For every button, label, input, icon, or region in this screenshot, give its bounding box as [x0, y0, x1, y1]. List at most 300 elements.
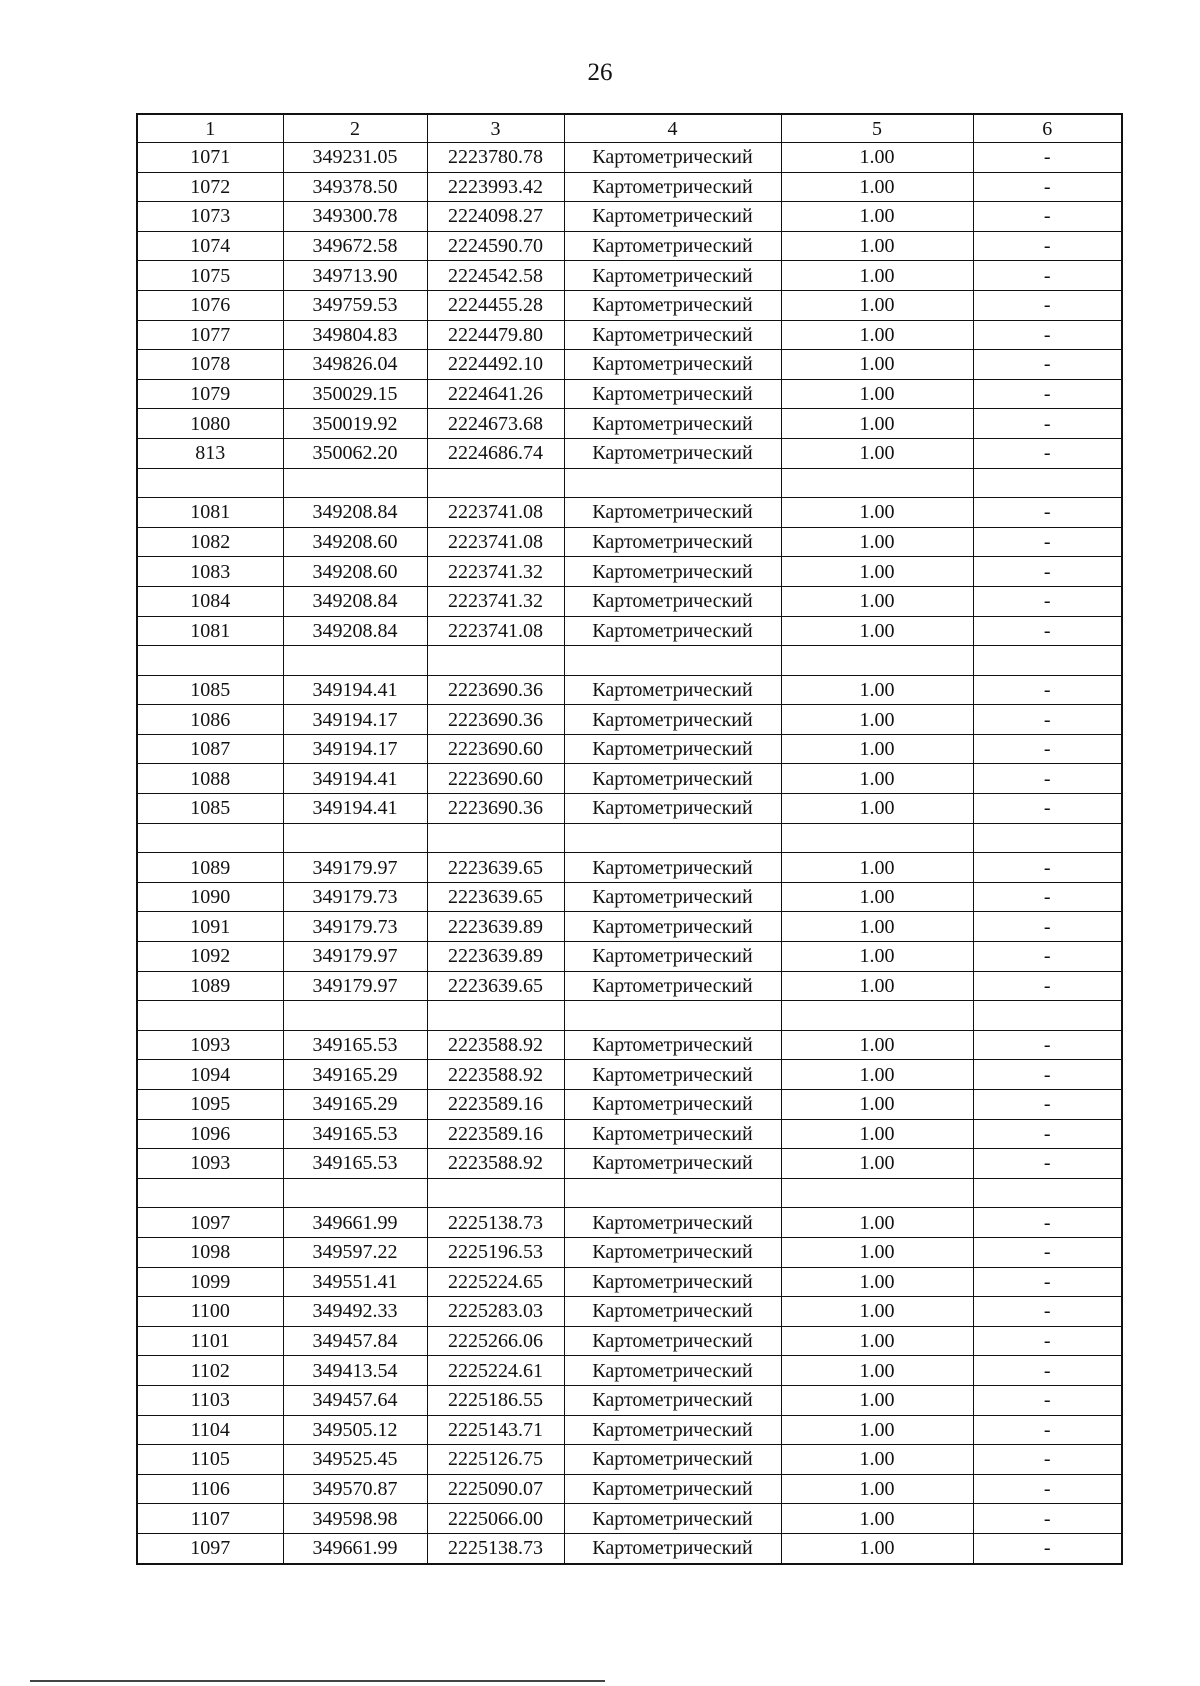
- table-cell: 2225186.55: [427, 1385, 564, 1415]
- column-header: 1: [137, 114, 283, 143]
- table-cell: 2225138.73: [427, 1208, 564, 1238]
- table-cell: -: [973, 971, 1122, 1001]
- table-cell: Картометрический: [564, 143, 781, 173]
- table-cell: Картометрический: [564, 261, 781, 291]
- empty-cell: [283, 823, 427, 853]
- table-cell: 349661.99: [283, 1208, 427, 1238]
- table-cell: 349570.87: [283, 1474, 427, 1504]
- table-row: [137, 498, 1122, 528]
- table-cell: 1.00: [781, 1385, 973, 1415]
- table-row: [137, 1326, 1122, 1356]
- table-row: [137, 1149, 1122, 1179]
- empty-cell: [781, 1001, 973, 1031]
- empty-cell: [781, 468, 973, 498]
- empty-cell: [137, 468, 283, 498]
- table-cell: Картометрический: [564, 231, 781, 261]
- table-cell: 1078: [137, 350, 283, 380]
- table-cell: 2225126.75: [427, 1445, 564, 1475]
- table-row: [137, 853, 1122, 883]
- table-row: [137, 1030, 1122, 1060]
- table-cell: 1.00: [781, 1149, 973, 1179]
- table-row: [137, 231, 1122, 261]
- table-row: [137, 172, 1122, 202]
- table-cell: -: [973, 1208, 1122, 1238]
- table-cell: -: [973, 942, 1122, 972]
- table-row: [137, 261, 1122, 291]
- table-cell: -: [973, 1090, 1122, 1120]
- table-cell: -: [973, 1326, 1122, 1356]
- table-cell: -: [973, 1504, 1122, 1534]
- table-cell: -: [973, 557, 1122, 587]
- table-cell: Картометрический: [564, 1030, 781, 1060]
- table-cell: 1098: [137, 1237, 283, 1267]
- table-cell: 349300.78: [283, 202, 427, 232]
- table-cell: 1084: [137, 586, 283, 616]
- table-cell: -: [973, 143, 1122, 173]
- table-cell: 349194.17: [283, 705, 427, 735]
- table-cell: 1095: [137, 1090, 283, 1120]
- table-cell: -: [973, 527, 1122, 557]
- table-cell: 2223588.92: [427, 1030, 564, 1060]
- empty-cell: [781, 823, 973, 853]
- table-row: [137, 734, 1122, 764]
- table-row: [137, 586, 1122, 616]
- table-row: [137, 1385, 1122, 1415]
- table-cell: -: [973, 379, 1122, 409]
- table-cell: 1081: [137, 498, 283, 528]
- table-cell: -: [973, 172, 1122, 202]
- table-cell: -: [973, 1445, 1122, 1475]
- table-cell: -: [973, 1474, 1122, 1504]
- table-cell: -: [973, 498, 1122, 528]
- table-cell: Картометрический: [564, 1504, 781, 1534]
- table-cell: 1.00: [781, 1356, 973, 1386]
- table-cell: Картометрический: [564, 882, 781, 912]
- table-cell: 349457.84: [283, 1326, 427, 1356]
- table-cell: 1.00: [781, 379, 973, 409]
- table-cell: 1.00: [781, 231, 973, 261]
- table-cell: 1103: [137, 1385, 283, 1415]
- table-cell: 349208.60: [283, 557, 427, 587]
- table-cell: Картометрический: [564, 1385, 781, 1415]
- table-cell: 1.00: [781, 1297, 973, 1327]
- empty-cell: [427, 468, 564, 498]
- table-cell: Картометрический: [564, 794, 781, 824]
- table-cell: -: [973, 1356, 1122, 1386]
- table-cell: 1076: [137, 290, 283, 320]
- table-cell: 1071: [137, 143, 283, 173]
- column-header: 4: [564, 114, 781, 143]
- table-cell: Картометрический: [564, 1267, 781, 1297]
- empty-cell: [973, 468, 1122, 498]
- table-cell: 2224455.28: [427, 290, 564, 320]
- table-cell: 2223780.78: [427, 143, 564, 173]
- table-cell: 349759.53: [283, 290, 427, 320]
- table-cell: 349525.45: [283, 1445, 427, 1475]
- table-cell: 2223588.92: [427, 1060, 564, 1090]
- table-cell: Картометрический: [564, 498, 781, 528]
- table-cell: 1079: [137, 379, 283, 409]
- table-cell: 2223690.36: [427, 705, 564, 735]
- table-row: [137, 438, 1122, 468]
- table-row: [137, 202, 1122, 232]
- table-cell: 1.00: [781, 1208, 973, 1238]
- empty-cell: [564, 1001, 781, 1031]
- table-cell: Картометрический: [564, 764, 781, 794]
- table-cell: Картометрический: [564, 1119, 781, 1149]
- table-cell: 349165.53: [283, 1149, 427, 1179]
- table-cell: 349165.29: [283, 1090, 427, 1120]
- table-cell: 1074: [137, 231, 283, 261]
- table-row: [137, 971, 1122, 1001]
- table-cell: Картометрический: [564, 1445, 781, 1475]
- table-cell: 2223690.60: [427, 764, 564, 794]
- table-cell: 2223993.42: [427, 172, 564, 202]
- table-cell: 1090: [137, 882, 283, 912]
- table-cell: 349378.50: [283, 172, 427, 202]
- table-cell: -: [973, 1119, 1122, 1149]
- table-cell: 2225090.07: [427, 1474, 564, 1504]
- table-cell: 350019.92: [283, 409, 427, 439]
- table-row: [137, 1060, 1122, 1090]
- coordinates-table: [136, 113, 1123, 1565]
- table-cell: Картометрический: [564, 172, 781, 202]
- empty-cell: [137, 1001, 283, 1031]
- table-cell: 2223639.89: [427, 912, 564, 942]
- table-cell: 1.00: [781, 764, 973, 794]
- table-cell: Картометрический: [564, 438, 781, 468]
- table-cell: 1096: [137, 1119, 283, 1149]
- table-row: [137, 912, 1122, 942]
- table-cell: 1106: [137, 1474, 283, 1504]
- table-cell: 350029.15: [283, 379, 427, 409]
- table-cell: 349165.29: [283, 1060, 427, 1090]
- table-cell: Картометрический: [564, 1208, 781, 1238]
- table-cell: Картометрический: [564, 1533, 781, 1563]
- table-cell: Картометрический: [564, 379, 781, 409]
- table-row: [137, 1504, 1122, 1534]
- table-cell: 1.00: [781, 498, 973, 528]
- table-cell: -: [973, 1297, 1122, 1327]
- table-row: [137, 1267, 1122, 1297]
- table-cell: 1.00: [781, 1504, 973, 1534]
- table-cell: -: [973, 261, 1122, 291]
- table-cell: Картометрический: [564, 409, 781, 439]
- table-cell: 2224590.70: [427, 231, 564, 261]
- table-cell: 349551.41: [283, 1267, 427, 1297]
- table-cell: Картометрический: [564, 675, 781, 705]
- table-cell: Картометрический: [564, 586, 781, 616]
- table-cell: Картометрический: [564, 1297, 781, 1327]
- table-cell: 2225283.03: [427, 1297, 564, 1327]
- table-cell: -: [973, 1030, 1122, 1060]
- table-cell: 1085: [137, 794, 283, 824]
- table-cell: 2225266.06: [427, 1326, 564, 1356]
- table-cell: 2223690.60: [427, 734, 564, 764]
- table-cell: Картометрический: [564, 853, 781, 883]
- table-cell: 349208.84: [283, 498, 427, 528]
- empty-cell: [137, 1178, 283, 1208]
- empty-cell: [781, 646, 973, 676]
- empty-cell: [283, 646, 427, 676]
- table-cell: 1.00: [781, 261, 973, 291]
- table-row: [137, 143, 1122, 173]
- table-row: [137, 675, 1122, 705]
- table-cell: 1094: [137, 1060, 283, 1090]
- table-cell: 349597.22: [283, 1237, 427, 1267]
- table-spacer-row: [137, 646, 1122, 676]
- table-cell: 1.00: [781, 794, 973, 824]
- table-cell: -: [973, 320, 1122, 350]
- table-row: [137, 1237, 1122, 1267]
- table-cell: Картометрический: [564, 1090, 781, 1120]
- table-row: [137, 1090, 1122, 1120]
- table-cell: 1097: [137, 1208, 283, 1238]
- empty-cell: [564, 823, 781, 853]
- table-cell: 349598.98: [283, 1504, 427, 1534]
- table-cell: 1.00: [781, 350, 973, 380]
- table-cell: 2224673.68: [427, 409, 564, 439]
- table-cell: 1107: [137, 1504, 283, 1534]
- table-cell: 349208.84: [283, 616, 427, 646]
- table-cell: 2223589.16: [427, 1119, 564, 1149]
- table-cell: 1086: [137, 705, 283, 735]
- empty-cell: [137, 823, 283, 853]
- table-spacer-row: [137, 468, 1122, 498]
- table-cell: 2224492.10: [427, 350, 564, 380]
- table-row: [137, 379, 1122, 409]
- empty-cell: [973, 823, 1122, 853]
- table-cell: 1.00: [781, 675, 973, 705]
- table-cell: -: [973, 1415, 1122, 1445]
- table-cell: 1081: [137, 616, 283, 646]
- table-cell: -: [973, 409, 1122, 439]
- empty-cell: [973, 646, 1122, 676]
- table-cell: 349208.84: [283, 586, 427, 616]
- table-row: [137, 882, 1122, 912]
- table-cell: 1087: [137, 734, 283, 764]
- table-cell: 1104: [137, 1415, 283, 1445]
- table-row: [137, 1208, 1122, 1238]
- table-cell: Картометрический: [564, 912, 781, 942]
- table-cell: 349713.90: [283, 261, 427, 291]
- table-cell: Картометрический: [564, 1415, 781, 1445]
- table-cell: -: [973, 290, 1122, 320]
- table-row: [137, 764, 1122, 794]
- table-cell: Картометрический: [564, 971, 781, 1001]
- table-cell: 349179.73: [283, 912, 427, 942]
- table-cell: 2223639.89: [427, 942, 564, 972]
- table-cell: 349179.97: [283, 853, 427, 883]
- empty-cell: [427, 823, 564, 853]
- table-cell: 2223741.32: [427, 557, 564, 587]
- table-row: [137, 794, 1122, 824]
- table-cell: 349208.60: [283, 527, 427, 557]
- empty-cell: [137, 646, 283, 676]
- table-cell: -: [973, 882, 1122, 912]
- table-cell: 1.00: [781, 557, 973, 587]
- table-cell: 1.00: [781, 912, 973, 942]
- table-cell: 2224098.27: [427, 202, 564, 232]
- table-row: [137, 527, 1122, 557]
- table-cell: -: [973, 350, 1122, 380]
- table-cell: -: [973, 734, 1122, 764]
- table-cell: -: [973, 586, 1122, 616]
- table-cell: 1.00: [781, 172, 973, 202]
- table-cell: 1.00: [781, 320, 973, 350]
- table-cell: 1073: [137, 202, 283, 232]
- table-cell: 813: [137, 438, 283, 468]
- empty-cell: [564, 646, 781, 676]
- table-row: [137, 290, 1122, 320]
- table-cell: -: [973, 794, 1122, 824]
- table-cell: 1083: [137, 557, 283, 587]
- table-row: [137, 1474, 1122, 1504]
- table-cell: -: [973, 675, 1122, 705]
- table-cell: 1091: [137, 912, 283, 942]
- empty-cell: [427, 1001, 564, 1031]
- table-cell: 1099: [137, 1267, 283, 1297]
- table-cell: 1072: [137, 172, 283, 202]
- table-cell: Картометрический: [564, 290, 781, 320]
- table-cell: 1.00: [781, 1119, 973, 1149]
- table-cell: 349194.17: [283, 734, 427, 764]
- table-cell: 1080: [137, 409, 283, 439]
- table-cell: Картометрический: [564, 320, 781, 350]
- empty-cell: [283, 468, 427, 498]
- table-cell: 2225224.61: [427, 1356, 564, 1386]
- table-cell: 1.00: [781, 1533, 973, 1563]
- table-row: [137, 1119, 1122, 1149]
- table-cell: 349165.53: [283, 1119, 427, 1149]
- table-row: [137, 1533, 1122, 1563]
- table-cell: 2225066.00: [427, 1504, 564, 1534]
- table-cell: Картометрический: [564, 1326, 781, 1356]
- table-cell: 349231.05: [283, 143, 427, 173]
- table-row: [137, 1297, 1122, 1327]
- table-cell: -: [973, 1385, 1122, 1415]
- table-cell: Картометрический: [564, 1237, 781, 1267]
- table-cell: 349661.99: [283, 1533, 427, 1563]
- table-header-row: [137, 114, 1122, 143]
- table-cell: 1.00: [781, 616, 973, 646]
- table-cell: 349179.97: [283, 971, 427, 1001]
- table-cell: 349672.58: [283, 231, 427, 261]
- table-cell: 1.00: [781, 1090, 973, 1120]
- table-cell: 2223639.65: [427, 853, 564, 883]
- table-cell: 349413.54: [283, 1356, 427, 1386]
- table-cell: 349826.04: [283, 350, 427, 380]
- table-cell: 1.00: [781, 143, 973, 173]
- table-spacer-row: [137, 1001, 1122, 1031]
- table-cell: 2223741.08: [427, 527, 564, 557]
- table-cell: 1.00: [781, 1445, 973, 1475]
- table-cell: Картометрический: [564, 1356, 781, 1386]
- table-cell: -: [973, 1237, 1122, 1267]
- table-cell: 2223741.08: [427, 498, 564, 528]
- table-cell: 1.00: [781, 942, 973, 972]
- table-cell: -: [973, 202, 1122, 232]
- empty-cell: [427, 646, 564, 676]
- table-row: [137, 409, 1122, 439]
- table-cell: 1.00: [781, 882, 973, 912]
- table-cell: 349804.83: [283, 320, 427, 350]
- table-cell: 1.00: [781, 1030, 973, 1060]
- table-body: [137, 143, 1122, 1564]
- table-cell: Картометрический: [564, 350, 781, 380]
- table-cell: 2223639.65: [427, 971, 564, 1001]
- table-cell: 1.00: [781, 409, 973, 439]
- table-cell: Картометрический: [564, 734, 781, 764]
- table-cell: 1.00: [781, 705, 973, 735]
- table-cell: 1.00: [781, 1415, 973, 1445]
- table-cell: 1088: [137, 764, 283, 794]
- table-cell: 2225196.53: [427, 1237, 564, 1267]
- table-cell: 1082: [137, 527, 283, 557]
- table-cell: 1075: [137, 261, 283, 291]
- table-cell: Картометрический: [564, 616, 781, 646]
- table-cell: 2224479.80: [427, 320, 564, 350]
- table-cell: Картометрический: [564, 1474, 781, 1504]
- table-cell: 1093: [137, 1149, 283, 1179]
- table-cell: -: [973, 231, 1122, 261]
- column-header: 6: [973, 114, 1122, 143]
- table-cell: -: [973, 1533, 1122, 1563]
- table-cell: 1.00: [781, 971, 973, 1001]
- table-cell: -: [973, 1267, 1122, 1297]
- table-cell: 1.00: [781, 853, 973, 883]
- table-cell: 1105: [137, 1445, 283, 1475]
- table-cell: 1101: [137, 1326, 283, 1356]
- table-cell: 1097: [137, 1533, 283, 1563]
- table-cell: 1.00: [781, 734, 973, 764]
- table-cell: 1.00: [781, 438, 973, 468]
- empty-cell: [564, 1178, 781, 1208]
- empty-cell: [427, 1178, 564, 1208]
- table-row: [137, 350, 1122, 380]
- table-row: [137, 1445, 1122, 1475]
- table-cell: 349492.33: [283, 1297, 427, 1327]
- table-cell: 1089: [137, 971, 283, 1001]
- table-cell: 1085: [137, 675, 283, 705]
- table-cell: 349194.41: [283, 675, 427, 705]
- empty-cell: [564, 468, 781, 498]
- empty-cell: [973, 1001, 1122, 1031]
- table-row: [137, 705, 1122, 735]
- table-cell: 2223589.16: [427, 1090, 564, 1120]
- table-row: [137, 1415, 1122, 1445]
- table-cell: 2223588.92: [427, 1149, 564, 1179]
- table-cell: 2224641.26: [427, 379, 564, 409]
- table-cell: Картометрический: [564, 557, 781, 587]
- column-header: 3: [427, 114, 564, 143]
- table-spacer-row: [137, 823, 1122, 853]
- table-cell: 2224686.74: [427, 438, 564, 468]
- table-cell: 2223690.36: [427, 794, 564, 824]
- table-cell: 350062.20: [283, 438, 427, 468]
- table-cell: -: [973, 705, 1122, 735]
- table-cell: 1.00: [781, 1474, 973, 1504]
- table-cell: 2225138.73: [427, 1533, 564, 1563]
- table-cell: -: [973, 1060, 1122, 1090]
- table-cell: 2223690.36: [427, 675, 564, 705]
- table-row: [137, 942, 1122, 972]
- table-cell: 1093: [137, 1030, 283, 1060]
- table-cell: 1092: [137, 942, 283, 972]
- table-row: [137, 320, 1122, 350]
- table-cell: 1.00: [781, 1267, 973, 1297]
- table-cell: Картометрический: [564, 942, 781, 972]
